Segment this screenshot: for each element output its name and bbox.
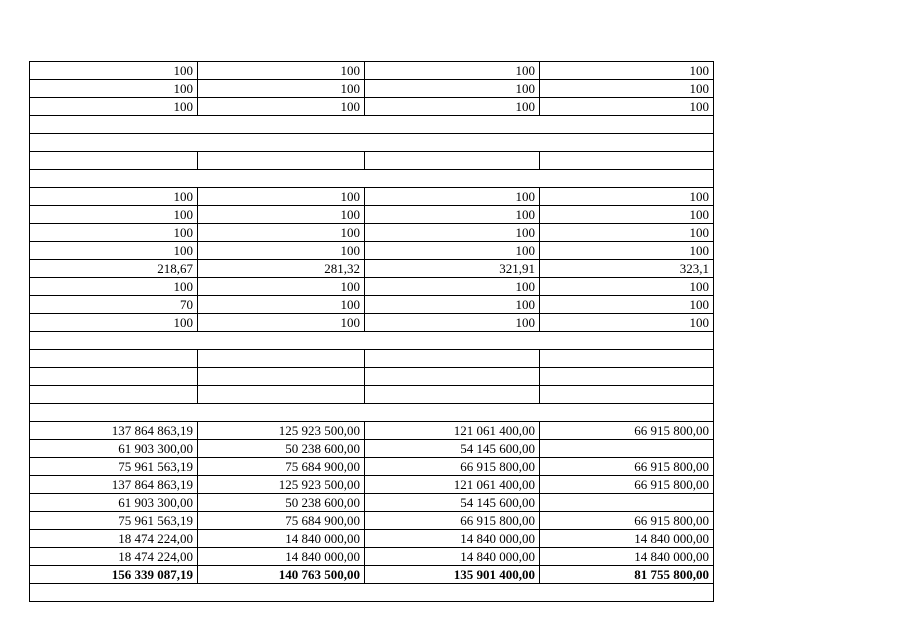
table-cell: 321,91: [365, 260, 540, 278]
table-cell: 50 238 600,00: [198, 494, 365, 512]
table-cell: 75 684 900,00: [198, 512, 365, 530]
table-cell: 100: [365, 188, 540, 206]
table-cell: 218,67: [30, 260, 198, 278]
table-cell: 100: [365, 80, 540, 98]
table-cell: 156 339 087,19: [30, 566, 198, 584]
table-cell: 100: [198, 62, 365, 80]
table-cell: 100: [365, 314, 540, 332]
table-cell: [540, 494, 714, 512]
table-cell: 100: [365, 224, 540, 242]
table-cell: [30, 350, 198, 368]
table-cell: [365, 368, 540, 386]
table-cell: [540, 440, 714, 458]
table-cell: 140 763 500,00: [198, 566, 365, 584]
table-cell: [365, 386, 540, 404]
table-cell: 100: [198, 98, 365, 116]
table-row: [30, 422, 714, 440]
table-cell: 100: [365, 278, 540, 296]
table-cell: 281,32: [198, 260, 365, 278]
table-cell: 100: [30, 98, 198, 116]
table-row: [30, 566, 714, 584]
table-cell: [365, 350, 540, 368]
table-cell: 100: [30, 80, 198, 98]
table-cell: 125 923 500,00: [198, 476, 365, 494]
table-cell: 100: [198, 188, 365, 206]
table-cell: 100: [540, 278, 714, 296]
table-cell: 100: [30, 188, 198, 206]
table-cell: [30, 368, 198, 386]
table-row: [30, 278, 714, 296]
table-cell: 50 238 600,00: [198, 440, 365, 458]
table-row: [30, 98, 714, 116]
table-row: [30, 134, 714, 152]
table-cell: 100: [198, 314, 365, 332]
table-cell: [30, 386, 198, 404]
table-cell: 121 061 400,00: [365, 476, 540, 494]
table-cell: 70: [30, 296, 198, 314]
table-row: [30, 116, 714, 134]
table-cell: 61 903 300,00: [30, 440, 198, 458]
table-row: [30, 62, 714, 80]
table-cell: [198, 350, 365, 368]
table-row: [30, 296, 714, 314]
table-cell: 323,1: [540, 260, 714, 278]
table-cell: 100: [365, 98, 540, 116]
table-row: [30, 530, 714, 548]
table-cell: 14 840 000,00: [198, 530, 365, 548]
table-cell: 66 915 800,00: [540, 422, 714, 440]
table-cell: 100: [30, 62, 198, 80]
table-cell: 100: [540, 314, 714, 332]
table-cell: 100: [30, 224, 198, 242]
table-cell: 14 840 000,00: [540, 548, 714, 566]
merged-empty-cell: [30, 404, 714, 422]
table-row: [30, 584, 714, 602]
table-row: [30, 260, 714, 278]
table-cell: 100: [540, 98, 714, 116]
table-cell: 100: [198, 80, 365, 98]
table-cell: 75 961 563,19: [30, 458, 198, 476]
table-cell: 100: [540, 206, 714, 224]
table-cell: [365, 152, 540, 170]
table-cell: [198, 368, 365, 386]
table-cell: 100: [365, 242, 540, 260]
table-row: [30, 80, 714, 98]
merged-empty-cell: [30, 116, 714, 134]
table-cell: 100: [198, 296, 365, 314]
table-cell: 100: [540, 242, 714, 260]
table-cell: 100: [540, 80, 714, 98]
table-row: [30, 548, 714, 566]
table-cell: 100: [198, 224, 365, 242]
table-cell: 100: [198, 278, 365, 296]
table-cell: 100: [540, 188, 714, 206]
merged-empty-cell: [30, 584, 714, 602]
table-cell: 66 915 800,00: [540, 476, 714, 494]
table-row: [30, 206, 714, 224]
table-cell: 135 901 400,00: [365, 566, 540, 584]
table-cell: 100: [30, 206, 198, 224]
table-cell: 66 915 800,00: [365, 512, 540, 530]
table-row: [30, 350, 714, 368]
table-cell: 54 145 600,00: [365, 440, 540, 458]
table-cell: 125 923 500,00: [198, 422, 365, 440]
table-row: [30, 242, 714, 260]
table-cell: 54 145 600,00: [365, 494, 540, 512]
table-cell: 14 840 000,00: [198, 548, 365, 566]
table-cell: [540, 386, 714, 404]
table-cell: 14 840 000,00: [540, 530, 714, 548]
table-cell: 100: [198, 242, 365, 260]
table-cell: 18 474 224,00: [30, 530, 198, 548]
table-cell: [198, 386, 365, 404]
table-cell: 66 915 800,00: [540, 458, 714, 476]
table-row: [30, 314, 714, 332]
table-cell: 14 840 000,00: [365, 530, 540, 548]
table-cell: 100: [365, 206, 540, 224]
table-cell: 137 864 863,19: [30, 422, 198, 440]
table-cell: 100: [30, 278, 198, 296]
table-cell: 75 684 900,00: [198, 458, 365, 476]
table-cell: 137 864 863,19: [30, 476, 198, 494]
table-row: [30, 188, 714, 206]
merged-empty-cell: [30, 332, 714, 350]
table-cell: [540, 368, 714, 386]
table-cell: 100: [198, 206, 365, 224]
table-row: [30, 386, 714, 404]
table-row: [30, 224, 714, 242]
table-row: [30, 332, 714, 350]
table-row: [30, 404, 714, 422]
table-cell: [540, 350, 714, 368]
table-row: [30, 458, 714, 476]
table-cell: 100: [540, 296, 714, 314]
table-cell: 66 915 800,00: [540, 512, 714, 530]
table-cell: 100: [30, 242, 198, 260]
table-cell: [30, 152, 198, 170]
table-cell: 100: [540, 224, 714, 242]
table-cell: 75 961 563,19: [30, 512, 198, 530]
table-row: [30, 368, 714, 386]
table-body: [30, 62, 714, 602]
table-cell: [198, 152, 365, 170]
table-row: [30, 494, 714, 512]
table-cell: 100: [540, 62, 714, 80]
table-cell: 18 474 224,00: [30, 548, 198, 566]
table-cell: [540, 152, 714, 170]
table-row: [30, 170, 714, 188]
table-cell: 121 061 400,00: [365, 422, 540, 440]
table-row: [30, 440, 714, 458]
table-cell: 66 915 800,00: [365, 458, 540, 476]
data-table: [29, 61, 714, 602]
table-row: [30, 476, 714, 494]
table-row: [30, 152, 714, 170]
table-cell: 100: [365, 296, 540, 314]
merged-empty-cell: [30, 170, 714, 188]
table-cell: 61 903 300,00: [30, 494, 198, 512]
table-row: [30, 512, 714, 530]
table-cell: 100: [30, 314, 198, 332]
merged-empty-cell: [30, 134, 714, 152]
table-cell: 100: [365, 62, 540, 80]
table-cell: 81 755 800,00: [540, 566, 714, 584]
table-cell: 14 840 000,00: [365, 548, 540, 566]
